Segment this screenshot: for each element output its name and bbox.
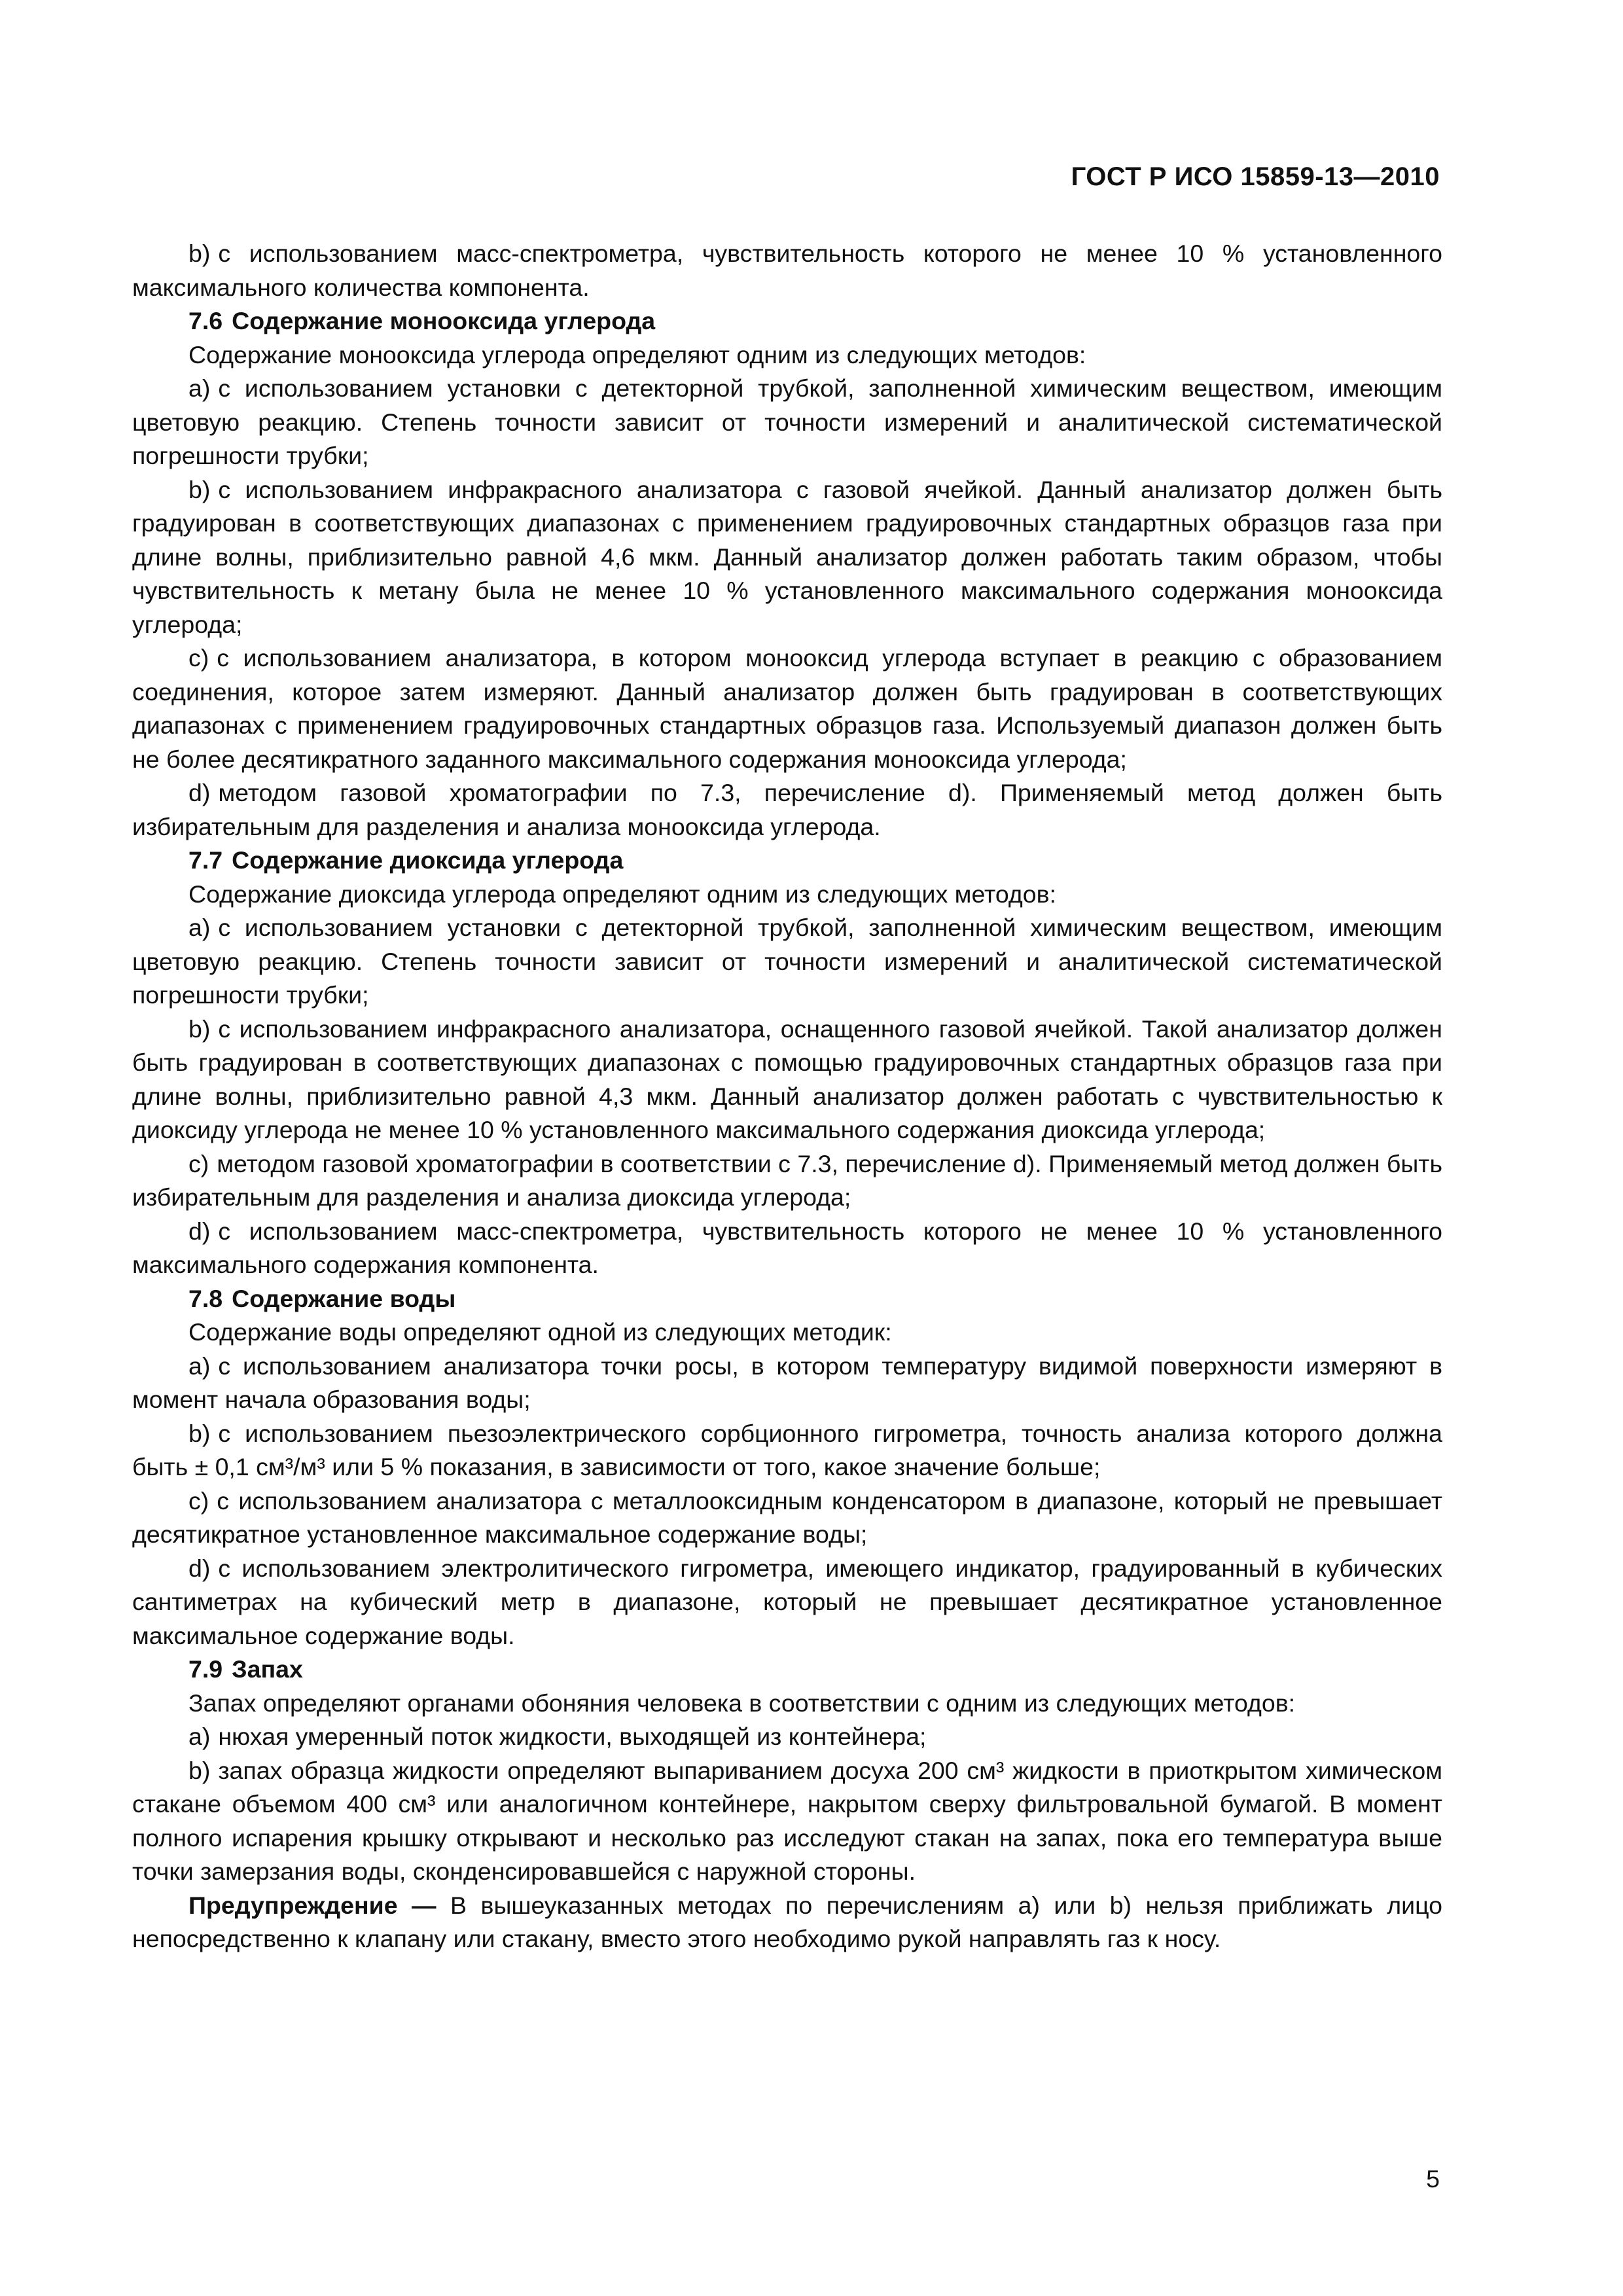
item-label: d)	[188, 1554, 211, 1582]
item-text: с использованием анализатора с металлооксидным конденсатором в диапазоне, который не превышает десятикратное установленное максимальное содержание воды;	[132, 1486, 1442, 1548]
list-item	[132, 372, 1442, 473]
list-item	[132, 1484, 1442, 1552]
list-item	[132, 1350, 1442, 1417]
item-label: a)	[188, 1723, 211, 1750]
page-number: 5	[1426, 2165, 1440, 2193]
item-label: b)	[188, 1419, 211, 1447]
item-label: b)	[188, 1014, 211, 1043]
section-title: Содержание диоксида углерода	[232, 846, 624, 874]
item-text: с использованием масс-спектрометра, чувствительность которого не менее 10 % установленного максимального количества компонента.	[132, 240, 1442, 301]
item-label: b)	[188, 240, 211, 267]
item-label: c)	[188, 1486, 209, 1515]
item-text: с использованием инфракрасного анализатора с газовой ячейкой. Данный анализатор должен быть градуирован в соответствующих диапазонах с применением градуировочных стандартных образцов газа при длине волны, приблизительно равной 4,6 мкм. Данный анализатор должен работать таким образом, чтобы чувствительность к метану была не менее 10 % установленного максимального содержания монооксида углерода;	[132, 475, 1442, 638]
warning-label: Предупреждение —	[188, 1891, 437, 1919]
list-item	[132, 641, 1442, 776]
list-item	[132, 1215, 1442, 1282]
section-title: Содержание монооксида углерода	[232, 307, 656, 334]
section-number: 7.7	[188, 846, 223, 874]
item-label: a)	[188, 1352, 211, 1380]
document-code: ГОСТ Р ИСО 15859-13—2010	[1071, 162, 1440, 191]
list-item	[132, 473, 1442, 642]
section-heading-7-6	[132, 304, 1442, 338]
list-item	[132, 1552, 1442, 1653]
item-text: запах образца жидкости определяют выпариванием досуха 200 см³ жидкости в приоткрытом химическом стакане объемом 400 см³ или аналогичном контейнере, накрытом сверху фильтровальной бумагой. В момент полного испарения крышку открывают и несколько раз исследуют стакан на запах, пока его температура выше точки замерзания воды, сконденсировавшейся с наружной стороны.	[132, 1756, 1442, 1885]
item-label: b)	[188, 1756, 211, 1784]
section-heading-7-9	[132, 1653, 1442, 1687]
list-item	[132, 1754, 1442, 1889]
item-text: с использованием инфракрасного анализатора, оснащенного газовой ячейкой. Такой анализатор должен быть градуирован в соответствующих диапазонах с помощью градуировочных стандартных образцов газа при длине волны, приблизительно равной 4,3 мкм. Данный анализатор должен работать с чувствительностью к диоксиду углерода не менее 10 % установленного максимального содержания диоксида углерода;	[132, 1014, 1442, 1143]
item-label: d)	[188, 779, 211, 806]
item-text: с использованием анализатора, в котором монооксид углерода вступает в реакцию с образованием соединения, которое затем измеряют. Данный анализатор должен быть градуирован в соответствующих диапазонах с применением градуировочных стандартных образцов газа. Используемый диапазон должен быть не более десятикратного заданного максимального содержания монооксида углерода;	[132, 644, 1442, 773]
section-title: Запах	[232, 1655, 303, 1683]
list-item	[132, 1417, 1442, 1484]
item-text: с использованием установки с детекторной трубкой, заполненной химическим веществом, имеющим цветовую реакцию. Степень точности зависит от точности измерений и аналитической систематической погрешности трубки;	[132, 374, 1442, 469]
item-label: c)	[188, 1149, 209, 1177]
section-heading-7-8	[132, 1282, 1442, 1316]
section-intro: Содержание монооксида углерода определяют одним из следующих методов:	[188, 340, 1086, 368]
list-item	[132, 911, 1442, 1013]
item-text: с использованием масс-спектрометра, чувствительность которого не менее 10 % установленного максимального содержания компонента.	[132, 1217, 1442, 1278]
item-text: с использованием электролитического гигрометра, имеющего индикатор, градуированный в кубических сантиметрах на кубический метр в диапазоне, который не превышает десятикратное установленное максимальное содержание воды.	[132, 1554, 1442, 1649]
warning-paragraph	[132, 1889, 1442, 1956]
list-item	[132, 1013, 1442, 1147]
list-item	[132, 237, 1442, 304]
section-number: 7.6	[188, 307, 223, 334]
item-label: b)	[188, 475, 211, 503]
item-text: методом газовой хроматографии по 7.3, перечисление d). Применяемый метод должен быть избирательным для разделения и анализа монооксида углерода.	[132, 779, 1442, 840]
section-intro: Содержание диоксида углерода определяют одним из следующих методов:	[188, 880, 1056, 908]
list-item	[132, 1720, 1442, 1754]
item-text: с использованием анализатора точки росы, в котором температуру видимой поверхности измеряют в момент начала образования воды;	[132, 1352, 1442, 1413]
item-text: методом газовой хроматографии в соответствии с 7.3, перечисление d). Применяемый метод должен быть избирательным для разделения и анализа диоксида углерода;	[132, 1149, 1442, 1211]
item-label: c)	[188, 644, 209, 672]
list-item	[132, 1147, 1442, 1215]
section-intro: Запах определяют органами обоняния человека в соответствии с одним из следующих методов:	[188, 1689, 1296, 1717]
page-body	[132, 237, 1442, 1956]
list-item	[132, 776, 1442, 844]
item-label: d)	[188, 1217, 211, 1245]
item-text: с использованием установки с детекторной трубкой, заполненной химическим веществом, имеющим цветовую реакцию. Степень точности зависит от точности измерений и аналитической систематической погрешности трубки;	[132, 914, 1442, 1009]
item-text: с использованием пьезоэлектрического сорбционного гигрометра, точность анализа которого должна быть ± 0,1 см³/м³ или 5 % показания, в зависимости от того, какое значение больше;	[132, 1419, 1442, 1480]
item-text: нюхая умеренный поток жидкости, выходящей из контейнера;	[218, 1723, 927, 1750]
section-number: 7.8	[188, 1284, 223, 1312]
item-label: a)	[188, 374, 211, 402]
warning-text: В вышеуказанных методах по перечислениям a) или b) нельзя приближать лицо непосредственно к клапану или стакану, вместо этого необходимо рукой направлять газ к носу.	[132, 1891, 1442, 1952]
item-label: a)	[188, 914, 211, 941]
section-title: Содержание воды	[232, 1284, 456, 1312]
section-heading-7-7	[132, 844, 1442, 878]
section-number: 7.9	[188, 1655, 223, 1683]
section-intro: Содержание воды определяют одной из следующих методик:	[188, 1318, 892, 1346]
